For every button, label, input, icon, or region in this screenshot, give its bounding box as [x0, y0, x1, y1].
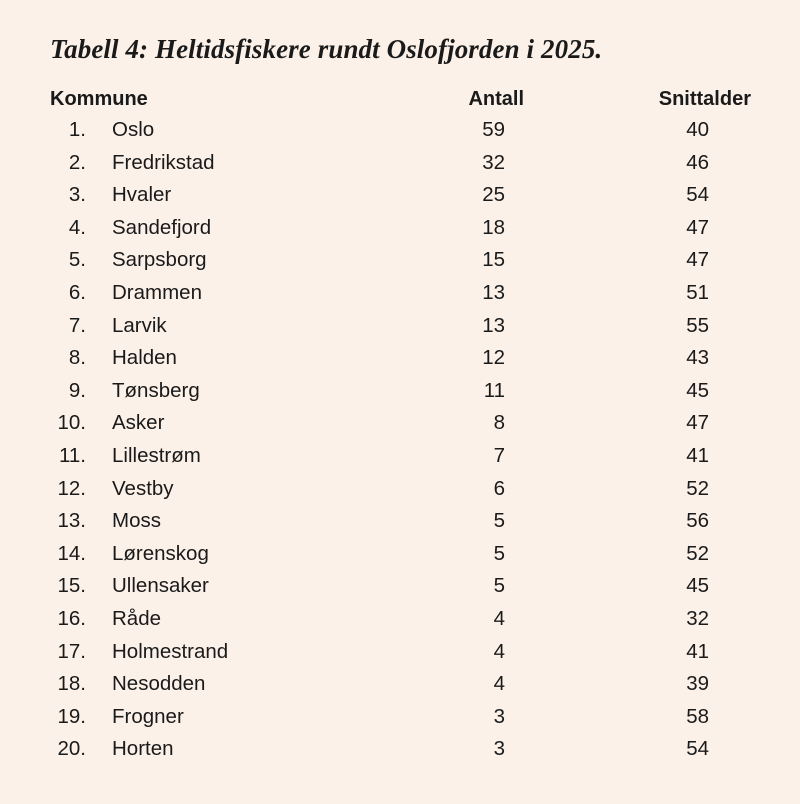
row-rank: 2.: [68, 150, 86, 174]
row-antall: 59: [482, 118, 505, 141]
row-snittalder: 47: [686, 215, 709, 239]
row-snittalder: 52: [686, 541, 709, 565]
table-body: [0, 114, 800, 766]
row-kommune: Vestby: [112, 476, 174, 500]
row-antall: 5: [493, 574, 505, 598]
row-antall: 32: [482, 150, 505, 174]
row-rank: 9.: [68, 378, 86, 402]
table-row: [0, 733, 800, 766]
row-kommune: Nesodden: [112, 672, 206, 696]
row-kommune: Holmestrand: [112, 639, 229, 663]
table-row: [0, 114, 800, 147]
row-rank: 13.: [57, 509, 86, 533]
table-row: [0, 342, 800, 375]
row-rank: 1.: [68, 118, 86, 141]
row-kommune: Larvik: [112, 313, 167, 337]
row-kommune: Moss: [112, 509, 161, 533]
table-row: [0, 310, 800, 343]
row-rank: 17.: [57, 639, 86, 663]
row-antall: 13: [482, 313, 505, 337]
table-row: [0, 179, 800, 212]
row-snittalder: 58: [686, 704, 709, 728]
row-kommune: Råde: [112, 606, 162, 630]
column-header-antall: Antall: [468, 88, 524, 110]
table-row: [0, 212, 800, 245]
table-title: Tabell 4: Heltidsfiskere rundt Oslofjorden i 2025.: [50, 34, 603, 64]
row-antall: 13: [482, 280, 505, 304]
row-antall: 6: [493, 476, 505, 500]
row-antall: 18: [482, 215, 505, 239]
row-snittalder: 54: [686, 737, 709, 761]
row-rank: 5.: [68, 248, 86, 272]
row-antall: 5: [493, 509, 505, 533]
row-rank: 12.: [57, 476, 86, 500]
row-snittalder: 43: [686, 346, 709, 370]
row-rank: 7.: [68, 313, 86, 337]
row-snittalder: 47: [686, 248, 709, 272]
row-rank: 11.: [59, 443, 86, 467]
row-snittalder: 51: [686, 280, 709, 304]
row-kommune: Drammen: [112, 280, 202, 304]
table-row: [0, 244, 800, 277]
row-kommune: Sandefjord: [112, 215, 212, 239]
row-rank: 4.: [68, 215, 86, 239]
row-antall: 7: [493, 443, 505, 467]
row-snittalder: 55: [686, 313, 709, 337]
row-antall: 5: [493, 541, 505, 565]
row-kommune: Ullensaker: [112, 574, 209, 598]
row-snittalder: 41: [686, 443, 709, 467]
table-row: [0, 603, 800, 636]
row-antall: 11: [483, 378, 505, 402]
row-rank: 3.: [68, 183, 86, 207]
row-antall: 25: [482, 183, 505, 207]
table-row: [0, 147, 800, 180]
row-kommune: Frogner: [112, 704, 184, 728]
row-snittalder: 40: [686, 118, 709, 141]
table-row: [0, 407, 800, 440]
row-snittalder: 56: [686, 509, 709, 533]
column-header-snittalder: Snittalder: [658, 88, 751, 110]
row-kommune: Lillestrøm: [112, 443, 201, 467]
table-row: [0, 570, 800, 603]
row-antall: 4: [493, 672, 505, 696]
table-row: [0, 375, 800, 408]
row-snittalder: 32: [686, 606, 709, 630]
table-row: [0, 277, 800, 310]
table-row: [0, 538, 800, 571]
row-kommune: Oslo: [112, 118, 155, 141]
row-antall: 12: [482, 346, 505, 370]
table-row: [0, 668, 800, 701]
row-snittalder: 54: [686, 183, 709, 207]
row-rank: 18.: [57, 672, 86, 696]
row-rank: 10.: [57, 411, 86, 435]
row-kommune: Horten: [112, 737, 174, 761]
row-snittalder: 47: [686, 411, 709, 435]
row-rank: 14.: [57, 541, 86, 565]
row-snittalder: 45: [686, 574, 709, 598]
column-header-kommune: Kommune: [50, 88, 148, 110]
row-antall: 3: [493, 737, 505, 761]
table-row: [0, 636, 800, 669]
row-antall: 4: [493, 606, 505, 630]
table-row: [0, 505, 800, 538]
row-antall: 4: [493, 639, 505, 663]
row-rank: 20.: [57, 737, 86, 761]
row-kommune: Tønsberg: [112, 378, 200, 402]
row-kommune: Hvaler: [112, 183, 172, 207]
row-rank: 16.: [57, 606, 86, 630]
row-snittalder: 41: [686, 639, 709, 663]
row-antall: 8: [493, 411, 505, 435]
row-rank: 6.: [68, 280, 86, 304]
row-snittalder: 46: [686, 150, 709, 174]
row-snittalder: 45: [686, 378, 709, 402]
table-row: [0, 701, 800, 734]
row-kommune: Lørenskog: [112, 541, 209, 565]
row-antall: 15: [482, 248, 505, 272]
row-kommune: Asker: [112, 411, 165, 435]
row-kommune: Halden: [112, 346, 177, 370]
row-kommune: Fredrikstad: [112, 150, 215, 174]
row-snittalder: 52: [686, 476, 709, 500]
row-rank: 15.: [57, 574, 86, 598]
row-antall: 3: [493, 704, 505, 728]
row-snittalder: 39: [686, 672, 709, 696]
row-rank: 19.: [57, 704, 86, 728]
row-rank: 8.: [68, 346, 86, 370]
table-row: [0, 473, 800, 506]
table-row: [0, 440, 800, 473]
row-kommune: Sarpsborg: [112, 248, 207, 272]
